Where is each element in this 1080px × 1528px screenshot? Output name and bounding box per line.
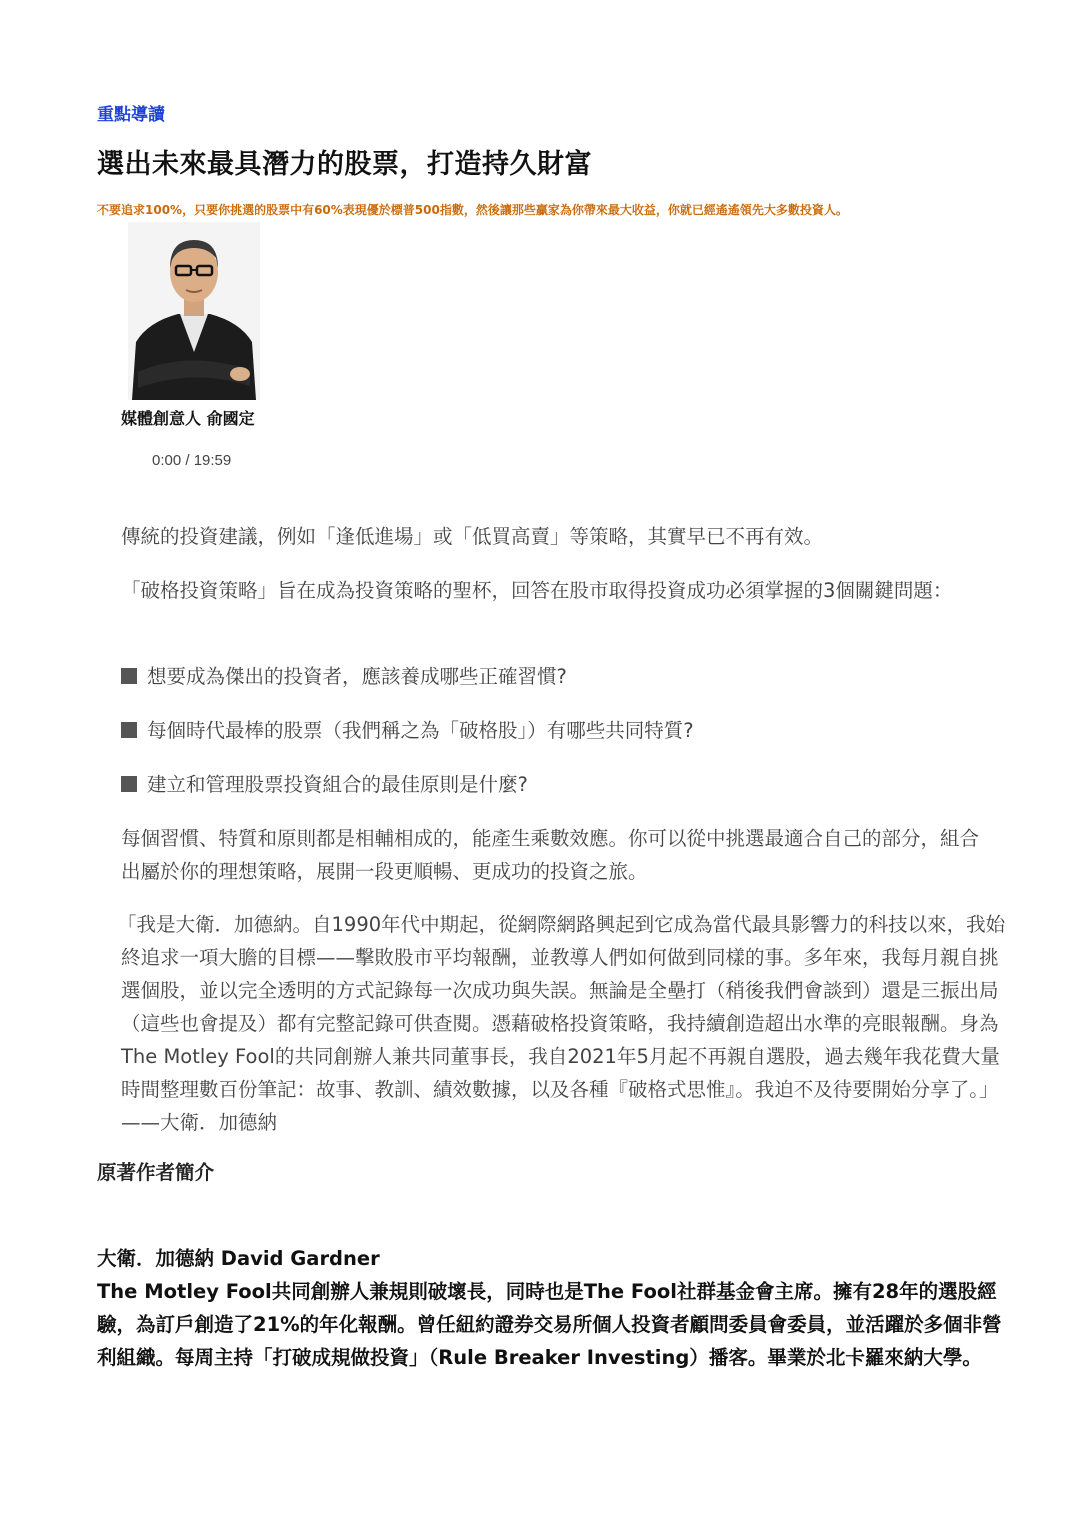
presenter-portrait-icon [128,222,260,400]
synergy-paragraph: 每個習慣、特質和原則都是相輔相成的，能產生乘數效應。你可以從中挑選最適合自己的部分，組合出屬於你的理想策略，展開一段更順暢、更成功的投資之旅。 [121,827,980,883]
author-bio-block [97,1242,1017,1374]
author-quote: 「我是大衛．加德納。自1990年代中期起，從網際網路興起到它成為當代最具影響力的科技以來，我始終追求一項大膽的目標——擊敗股市平均報酬，並教導人們如何做到同樣的事。多年來，我每月親自挑選個股，並以完全透明的方式記錄每一次成功與失誤。無論是全壘打（稍後我們會談到）還是三振出局（這些也會提及）都有完整記錄可供查閱。憑藉破格投資策略，我持續創造超出水準的亮眼報酬。身為The Motley Fool的共同創辦人兼共同董事長，我自2021年5月起不再親自選股，過去幾年我花費大量時間整理數百份筆記：故事、教訓、績效數據，以及各種『破格式思惟』。我迫不及待要開始分享了。」——大衛．加德納 [117,913,1006,1134]
presenter-photo [128,222,260,400]
bullet-item: 建立和管理股票投資組合的最佳原則是什麼? [121,768,1021,801]
bullet-item: 想要成為傑出的投資者，應該養成哪些正確習慣? [121,660,1021,693]
audio-time-display: 0:00 / 19:59 [152,452,232,469]
presenter-caption: 媒體創意人 俞國定 [121,409,255,428]
intro-paragraph: 傳統的投資建議，例如「逢低進場」或「低買高賣」等策略，其實早已不再有效。 [121,525,824,548]
section-tag[interactable]: 重點導讀 [97,105,165,125]
article-title: 選出未來最具潛力的股票，打造持久財富 [97,149,592,180]
author-bio: The Motley Fool共同創辦人兼規則破壞長，同時也是The Fool社群基金會主席。擁有28年的選股經驗，為訂戶創造了21%的年化報酬。曾任紐約證券交易所個人投資者顧問委員會委員，並活躍於多個非營利組織。每周主持「打破成規做投資」（Rule Breaker Investing）播客。畢業於北卡羅來納大學。 [97,1280,1002,1369]
bullet-item: 每個時代最棒的股票（我們稱之為「破格股」）有哪些共同特質? [121,714,1021,747]
strategy-paragraph: 「破格投資策略」旨在成為投資策略的聖杯，回答在股市取得投資成功必須掌握的3個關鍵問題： [121,579,953,602]
article-subtitle: 不要追求100%，只要你挑選的股票中有60%表現優於標普500指數，然後讓那些贏家為你帶來最大收益，你就已經遙遙領先大多數投資人。 [97,203,848,217]
author-section-heading: 原著作者簡介 [97,1161,215,1184]
author-name: 大衛．加德納 David Gardner [97,1247,380,1270]
